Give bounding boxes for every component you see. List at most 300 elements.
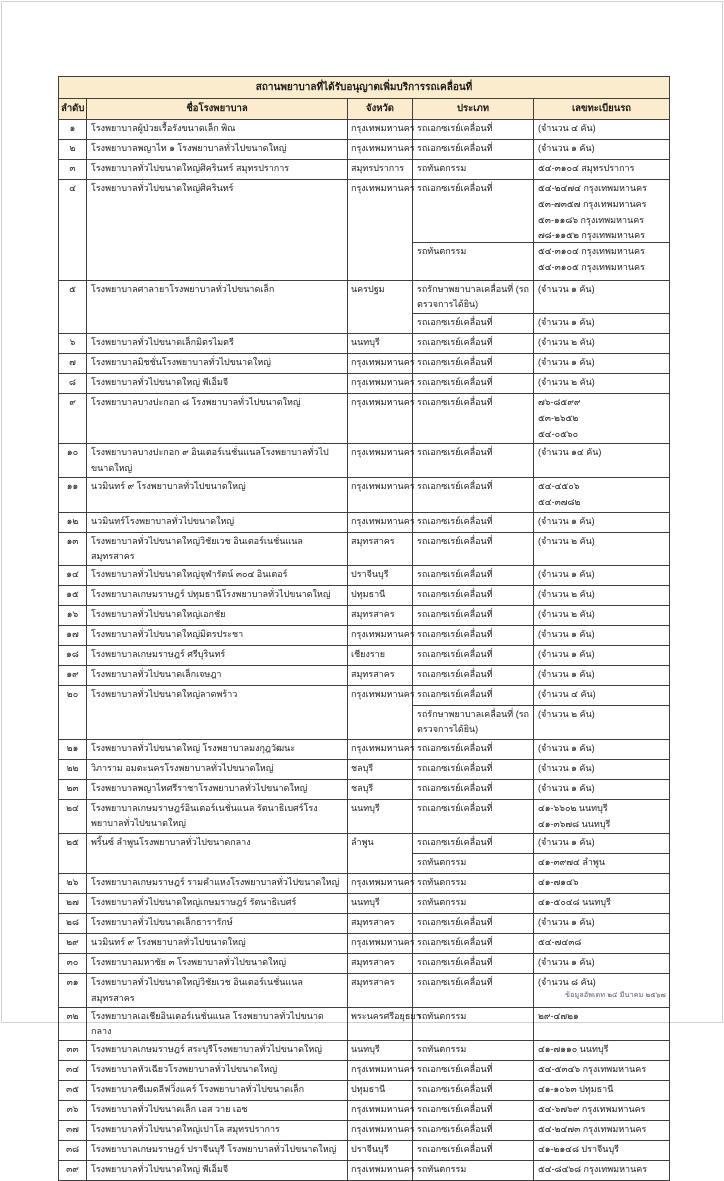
row-number-cell: ๑๘ xyxy=(59,646,87,665)
hospital-name-cell: โรงพยาบาลบางปะกอก ๘ โรงพยาบาลทั่วไปขนาดใหญ่ xyxy=(87,394,348,443)
services-cell xyxy=(413,760,669,779)
row-number-cell: ๑๐ xyxy=(59,444,87,477)
service-row xyxy=(413,606,669,625)
hospital-name-cell: โรงพยาบาลเกษมราษฎร์ สระบุรีโรงพยาบาลทั่วไปขนาดใหญ่ xyxy=(87,1041,348,1060)
table-row xyxy=(59,140,669,160)
province-cell: สมุทรสาคร xyxy=(348,914,413,933)
registration-line: ๕๔-๓๑๐๔ สมุทรปราการ xyxy=(538,163,635,174)
service-row xyxy=(413,780,669,799)
services-cell xyxy=(413,478,669,512)
service-type-cell: รถทันตกรรม xyxy=(413,1161,534,1180)
table-row xyxy=(59,444,669,478)
table-row xyxy=(59,740,669,760)
services-cell xyxy=(413,334,669,353)
registration-cell xyxy=(534,914,669,933)
registration-cell xyxy=(534,894,669,913)
province-cell: สมุทรสาคร xyxy=(348,666,413,685)
province-cell: ชลบุรี xyxy=(348,760,413,779)
registration-cell xyxy=(534,354,669,373)
row-number-cell: ๓๙ xyxy=(59,1161,87,1180)
row-number-cell: ๒๖ xyxy=(59,874,87,893)
services-cell xyxy=(413,180,669,280)
table-row xyxy=(59,1081,669,1101)
registration-line: ๕๓-๗๓๕๗ กรุงเทพมหานคร xyxy=(538,198,647,209)
service-row xyxy=(413,666,669,685)
services-cell xyxy=(413,140,669,159)
service-row xyxy=(413,334,669,353)
row-number-cell: ๒ xyxy=(59,140,87,159)
table-row xyxy=(59,686,669,740)
services-cell xyxy=(413,1121,669,1140)
service-row xyxy=(413,140,669,159)
service-row xyxy=(413,478,669,512)
service-row xyxy=(413,1141,669,1160)
hospital-name-cell: โรงพยาบาลมิชชั่นโรงพยาบาลทั่วไปขนาดใหญ่ xyxy=(87,354,348,373)
service-type-cell: รถทันตกรรม xyxy=(413,894,534,913)
table-row xyxy=(59,606,669,626)
service-row xyxy=(413,646,669,665)
registration-line: (จำนวน ๔ คัน) xyxy=(538,689,596,700)
hospital-name-cell: โรงพยาบาลเกษมราษฎร์อินเตอร์เนชั่นแนล รัตนาธิเบศร์โรงพยาบาลทั่วไปขนาดใหญ่ xyxy=(87,800,348,834)
registration-line: (จำนวน ๑ คัน) xyxy=(538,742,595,753)
province-cell: สมุทรสาคร xyxy=(348,954,413,973)
province-cell: กรุงเทพมหานคร xyxy=(348,1161,413,1180)
registration-line: ๒๙-๔๗๒๑ xyxy=(538,1010,579,1021)
services-cell xyxy=(413,444,669,477)
row-number-cell: ๓๑ xyxy=(59,974,87,1007)
services-cell xyxy=(413,1101,669,1120)
hospital-name-cell: โรงพยาบาลทั่วไปขนาดใหญ่มิตรประชา xyxy=(87,626,348,645)
table-row xyxy=(59,566,669,586)
registration-line: ๕๔-๕๓๔๖ กรุงเทพมหานคร xyxy=(538,1064,647,1075)
province-cell: กรุงเทพมหานคร xyxy=(348,934,413,953)
service-type-cell: รถเอกซเรย์เคลื่อนที่ xyxy=(413,1061,534,1080)
row-number-cell: ๒๘ xyxy=(59,914,87,933)
service-type-cell: รถเอกซเรย์เคลื่อนที่ xyxy=(413,478,534,512)
hospital-name-cell: โรงพยาบาลทั่วไปขนาดใหญ่ โรงพยาบาลมงกุฎวัฒนะ xyxy=(87,740,348,759)
row-number-cell: ๕ xyxy=(59,281,87,334)
province-cell: นนทบุรี xyxy=(348,800,413,834)
hospital-name-cell: โรงพยาบาลเอเชียอินเตอร์เนชั่นแนล โรงพยาบาลทั่วไปขนาดกลาง xyxy=(87,1008,348,1041)
hospital-name-cell: โรงพยาบาลทั่วไปขนาดเล็กเจษฎา xyxy=(87,666,348,685)
header-number: ลำดับ xyxy=(59,99,87,119)
registration-cell xyxy=(534,954,669,973)
row-number-cell: ๘ xyxy=(59,374,87,393)
service-type-cell: รถเอกซเรย์เคลื่อนที่ xyxy=(413,934,534,953)
registration-line: ๔๑-๓๙๗๔ ลำพูน xyxy=(538,857,605,868)
registration-line: (จำนวน ๑ คัน) xyxy=(538,762,595,773)
service-type-cell: รถเอกซเรย์เคลื่อนที่ xyxy=(413,140,534,159)
row-number-cell: ๓๗ xyxy=(59,1121,87,1140)
services-cell xyxy=(413,874,669,893)
service-type-cell: รถเอกซเรย์เคลื่อนที่ xyxy=(413,606,534,625)
registration-line: (จำนวน ๑ คัน) xyxy=(538,669,595,680)
province-cell: กรุงเทพมหานคร xyxy=(348,140,413,159)
row-number-cell: ๒๔ xyxy=(59,800,87,834)
registration-cell xyxy=(534,374,669,393)
registration-line: ๕๔-๓๑๐๕ กรุงเทพมหานคร xyxy=(538,261,645,272)
registration-line: ๔๑-๗๑๔๖ xyxy=(538,877,579,888)
table-row xyxy=(59,1101,669,1121)
registration-cell xyxy=(534,533,669,566)
service-row xyxy=(413,120,669,139)
province-cell: ลำพูน xyxy=(348,834,413,873)
hospital-name-cell: โรงพยาบาลทั่วไปขนาดใหญ่ลาดพร้าว xyxy=(87,686,348,739)
services-cell xyxy=(413,513,669,532)
service-row xyxy=(413,1101,669,1120)
province-cell: ปราจีนบุรี xyxy=(348,1141,413,1160)
table-row xyxy=(59,1141,669,1161)
service-type-cell: รถเอกซเรย์เคลื่อนที่ xyxy=(413,954,534,973)
service-row xyxy=(413,513,669,532)
registration-line: ๔๑-๒๑๔๘ ปราจีนบุรี xyxy=(538,1144,619,1155)
page-title: สถานพยาบาลที่ได้รับอนุญาตเพิ่มบริการรถเคลื่อนที่ xyxy=(59,77,669,99)
service-type-cell: รถทันตกรรม xyxy=(413,1008,534,1041)
row-number-cell: ๑ xyxy=(59,120,87,139)
registration-cell xyxy=(534,566,669,585)
registration-cell xyxy=(534,706,669,739)
services-cell xyxy=(413,1041,669,1060)
header-registration: เลขทะเบียนรถ xyxy=(571,103,632,114)
services-cell xyxy=(413,1141,669,1160)
registration-line: (จำนวน ๒ คัน) xyxy=(538,535,595,546)
row-number-cell: ๑๗ xyxy=(59,626,87,645)
service-row xyxy=(413,853,669,873)
service-type-cell: รถเอกซเรย์เคลื่อนที่ xyxy=(413,180,534,242)
hospital-name-cell: โรงพยาบาลทั่วไปขนาดใหญ่ พีเอ็มจี xyxy=(87,374,348,393)
table-row xyxy=(59,894,669,914)
registration-line: ๔๑-๖๖๐๒ นนทบุรี xyxy=(538,802,608,813)
header-province: จังหวัด xyxy=(348,99,413,119)
services-cell xyxy=(413,354,669,373)
table-row xyxy=(59,1008,669,1042)
row-number-cell: ๙ xyxy=(59,394,87,443)
hospital-name-cell: นวมินทร์ ๙ โรงพยาบาลทั่วไปขนาดใหญ่ xyxy=(87,478,348,512)
hospital-name-cell: โรงพยาบาลเกษมราษฎร์ ศรีบุรินทร์ xyxy=(87,646,348,665)
table-row xyxy=(59,533,669,567)
registration-line: (จำนวน ๑ คัน) xyxy=(538,515,595,526)
services-cell xyxy=(413,780,669,799)
service-type-cell: รถเอกซเรย์เคลื่อนที่ xyxy=(413,626,534,645)
registration-line: ๕๔-๖๗๖๙ กรุงเทพมหานคร xyxy=(538,1104,646,1115)
service-type-cell: รถเอกซเรย์เคลื่อนที่ xyxy=(413,374,534,393)
service-type-cell: รถเอกซเรย์เคลื่อนที่ xyxy=(413,394,534,443)
province-cell: สมุทรสาคร xyxy=(348,533,413,566)
table-body xyxy=(59,120,669,1180)
row-number-cell: ๒๒ xyxy=(59,760,87,779)
hospital-name-cell: โรงพยาบาลบางปะกอก ๙ อินเตอร์เนชั่นแนลโรงพยาบาลทั่วไปขนาดใหญ่ xyxy=(87,444,348,477)
registration-cell xyxy=(534,1161,669,1180)
services-cell xyxy=(413,160,669,179)
registration-line: ๕๔-๓๑๐๔ กรุงเทพมหานคร xyxy=(538,246,645,257)
hospital-name-cell: โรงพยาบาลเกษมราษฎร์ ปทุมธานีโรงพยาบาลทั่วไปขนาดใหญ่ xyxy=(87,586,348,605)
registration-cell xyxy=(534,140,669,159)
registration-line: (จำนวน ๑๔ คัน) xyxy=(538,447,602,458)
services-cell xyxy=(413,626,669,645)
row-number-cell: ๑๒ xyxy=(59,513,87,532)
service-type-cell: รถเอกซเรย์เคลื่อนที่ xyxy=(413,834,534,853)
service-type-cell: รถเอกซเรย์เคลื่อนที่ xyxy=(413,800,534,834)
service-type-cell: รถเอกซเรย์เคลื่อนที่ xyxy=(413,1081,534,1100)
service-type-cell: รถทันตกรรม xyxy=(413,1041,534,1060)
table-row xyxy=(59,646,669,666)
service-row xyxy=(413,444,669,477)
province-cell: สมุทรสาคร xyxy=(348,606,413,625)
row-number-cell: ๒๙ xyxy=(59,934,87,953)
province-cell: นครปฐม xyxy=(348,281,413,334)
services-cell xyxy=(413,740,669,759)
row-number-cell: ๗ xyxy=(59,354,87,373)
hospital-name-cell: โรงพยาบาลทั่วไปขนาดใหญ่เกษมราษฎร์ รัตนาธิเบศร์ xyxy=(87,894,348,913)
hospital-table xyxy=(58,76,670,1181)
service-row xyxy=(413,394,669,443)
service-row xyxy=(413,313,669,333)
table-row xyxy=(59,1161,669,1180)
service-type-cell: รถเอกซเรย์เคลื่อนที่ xyxy=(413,760,534,779)
service-row xyxy=(413,586,669,605)
registration-cell xyxy=(534,180,669,242)
registration-line: ๔๑-๓๖๗๘ นนทบุรี xyxy=(538,818,611,829)
registration-cell xyxy=(534,834,669,853)
service-type-cell: รถเอกซเรย์เคลื่อนที่ xyxy=(413,334,534,353)
row-number-cell: ๓๔ xyxy=(59,1061,87,1080)
table-row xyxy=(59,666,669,686)
hospital-name-cell: โรงพยาบาลศาลายาโรงพยาบาลทั่วไปขนาดเล็ก xyxy=(87,281,348,334)
registration-line: ๕๔-๐๕๖๐ xyxy=(538,428,579,439)
registration-cell xyxy=(534,394,669,443)
registration-cell xyxy=(534,800,669,834)
table-row xyxy=(59,834,669,874)
province-cell: นนทบุรี xyxy=(348,894,413,913)
hospital-name-cell: โรงพยาบาลทั่วไปขนาดใหญ่วิชัยเวช อินเตอร์เนชั่นแนล สมุทรสาคร xyxy=(87,533,348,566)
service-type-cell: รถเอกซเรย์เคลื่อนที่ xyxy=(413,780,534,799)
service-type-cell: รถเอกซเรย์เคลื่อนที่ xyxy=(413,354,534,373)
service-type-cell: รถเอกซเรย์เคลื่อนที่ xyxy=(413,120,534,139)
service-row xyxy=(413,800,669,834)
service-row xyxy=(413,686,669,705)
services-cell xyxy=(413,914,669,933)
service-type-cell: รถเอกซเรย์เคลื่อนที่ xyxy=(413,1141,534,1160)
registration-line: ๕๔-๗๔๓๘ xyxy=(538,937,582,948)
hospital-name-cell: โรงพยาบาลหัวเฉียวโรงพยาบาลทั่วไปขนาดใหญ่ xyxy=(87,1061,348,1080)
registration-line: ๕๓-๒๖๕๒ xyxy=(538,412,579,423)
province-cell: ปราจีนบุรี xyxy=(348,566,413,585)
row-number-cell: ๓๖ xyxy=(59,1101,87,1120)
registration-line: (จำนวน ๑ คัน) xyxy=(538,283,595,294)
row-number-cell: ๓๓ xyxy=(59,1041,87,1060)
registration-cell xyxy=(534,780,669,799)
services-cell xyxy=(413,1081,669,1100)
row-number-cell: ๓๕ xyxy=(59,1081,87,1100)
service-type-cell: รถเอกซเรย์เคลื่อนที่ xyxy=(413,533,534,566)
service-row xyxy=(413,626,669,645)
table-row xyxy=(59,760,669,780)
registration-line: (จำนวน ๑ คัน) xyxy=(538,917,595,928)
services-cell xyxy=(413,281,669,334)
services-cell xyxy=(413,120,669,139)
table-row xyxy=(59,160,669,180)
registration-line: (จำนวน ๑ คัน) xyxy=(538,357,595,368)
services-cell xyxy=(413,1061,669,1080)
services-cell xyxy=(413,934,669,953)
registration-cell xyxy=(534,1061,669,1080)
services-cell xyxy=(413,566,669,585)
province-cell: พระนครศรีอยุธยา xyxy=(348,1008,413,1041)
registration-line: (จำนวน ๑ คัน) xyxy=(538,649,595,660)
service-type-cell: รถเอกซเรย์เคลื่อนที่ xyxy=(413,740,534,759)
registration-cell xyxy=(534,874,669,893)
registration-cell xyxy=(534,854,669,873)
registration-cell xyxy=(534,1041,669,1060)
row-number-cell: ๒๓ xyxy=(59,780,87,799)
table-row xyxy=(59,334,669,354)
province-cell: สมุทรปราการ xyxy=(348,160,413,179)
service-row xyxy=(413,740,669,759)
hospital-name-cell: โรงพยาบาลทั่วไปขนาดเล็กมิตรไมตรี xyxy=(87,334,348,353)
registration-cell xyxy=(534,1008,669,1041)
row-number-cell: ๒๕ xyxy=(59,834,87,873)
service-row xyxy=(413,760,669,779)
registration-line: ๕๔-๓๗๘๒ xyxy=(538,496,581,507)
registration-cell xyxy=(534,314,669,333)
province-cell: นนทบุรี xyxy=(348,334,413,353)
row-number-cell: ๑๕ xyxy=(59,586,87,605)
hospital-name-cell: โรงพยาบาลผู้ป่วยเรื้อรังขนาดเล็ก พิณ xyxy=(87,120,348,139)
table-row xyxy=(59,874,669,894)
services-cell xyxy=(413,1161,669,1180)
hospital-name-cell: โรงพยาบาลทั่วไปขนาดเล็กธารารักษ์ xyxy=(87,914,348,933)
province-cell: กรุงเทพมหานคร xyxy=(348,478,413,512)
registration-line: (จำนวน ๑ คัน) xyxy=(538,569,595,580)
province-cell: กรุงเทพมหานคร xyxy=(348,874,413,893)
service-row xyxy=(413,1161,669,1180)
services-cell xyxy=(413,686,669,739)
table-row xyxy=(59,1061,669,1081)
registration-line: (จำนวน ๑ คัน) xyxy=(538,629,595,640)
service-row xyxy=(413,705,669,739)
service-row xyxy=(413,281,669,314)
hospital-name-cell: นวมินทร์ ๙ โรงพยาบาลทั่วไปขนาดใหญ่ xyxy=(87,934,348,953)
service-type-cell: รถเอกซเรย์เคลื่อนที่ xyxy=(413,666,534,685)
service-type-cell: รถเอกซเรย์เคลื่อนที่ xyxy=(413,646,534,665)
service-row xyxy=(413,934,669,953)
row-number-cell: ๑๖ xyxy=(59,606,87,625)
registration-line: ๕๔-๔๕๐๖ xyxy=(538,481,580,492)
header-type: ประเภท xyxy=(413,99,534,119)
registration-cell xyxy=(534,1101,669,1120)
registration-line: (จำนวน ๒ คัน) xyxy=(538,377,595,388)
table-row xyxy=(59,354,669,374)
table-row xyxy=(59,586,669,606)
registration-cell xyxy=(534,120,669,139)
hospital-name-cell: โรงพยาบาลทั่วไปขนาดใหญ่ศิครินทร์ xyxy=(87,180,348,280)
table-header-row xyxy=(59,99,669,120)
registration-cell xyxy=(534,281,669,314)
service-row xyxy=(413,1041,669,1060)
table-row xyxy=(59,281,669,335)
registration-line: (จำนวน ๒ คัน) xyxy=(538,609,595,620)
service-type-cell: รถเอกซเรย์เคลื่อนที่ xyxy=(413,566,534,585)
service-row xyxy=(413,354,669,373)
services-cell xyxy=(413,954,669,973)
service-row xyxy=(413,374,669,393)
registration-line: ๕๓-๑๑๘๖ กรุงเทพมหานคร xyxy=(538,214,645,225)
hospital-name-cell: นวมินทร์โรงพยาบาลทั่วไปขนาดใหญ่ xyxy=(87,513,348,532)
table-row xyxy=(59,120,669,140)
footer-note: ข้อมูลอัพเดท ๒๔ มีนาคม ๒๕๖๗ xyxy=(565,992,666,999)
registration-cell xyxy=(534,1081,669,1100)
table-row xyxy=(59,1121,669,1141)
hospital-name-cell: พริ้นซ์ ลำพูนโรงพยาบาลทั่วไปขนาดกลาง xyxy=(87,834,348,873)
service-row xyxy=(413,1008,669,1041)
registration-line: ๕๔-๒๔๗๔ กรุงเทพมหานคร xyxy=(538,183,647,194)
row-number-cell: ๒๑ xyxy=(59,740,87,759)
hospital-name-cell: โรงพยาบาลทั่วไปขนาดใหญ่จุฬารัตน์ ๓๐๔ อินเตอร์ xyxy=(87,566,348,585)
row-number-cell: ๓๒ xyxy=(59,1008,87,1041)
row-number-cell: ๓๐ xyxy=(59,954,87,973)
table-row xyxy=(59,934,669,954)
service-type-cell: รถรักษาพยาบาลเคลื่อนที่ (รถตรวจการได้ยิน) xyxy=(413,281,534,314)
service-type-cell: รถเอกซเรย์เคลื่อนที่ xyxy=(413,914,534,933)
services-cell xyxy=(413,533,669,566)
hospital-name-cell: วิภาราม อมตะนครโรงพยาบาลทั่วไปขนาดใหญ่ xyxy=(87,760,348,779)
services-cell xyxy=(413,646,669,665)
registration-line: (จำนวน ๑ คัน) xyxy=(538,782,595,793)
table-row xyxy=(59,780,669,800)
row-number-cell: ๓๘ xyxy=(59,1141,87,1160)
row-number-cell: ๑๓ xyxy=(59,533,87,566)
hospital-name-cell: โรงพยาบาลซีเมดลีฟวิ่งแคร์ โรงพยาบาลทั่วไปขนาดเล็ก xyxy=(87,1081,348,1100)
service-row xyxy=(413,1061,669,1080)
table-row xyxy=(59,914,669,934)
registration-cell xyxy=(534,1121,669,1140)
registration-line: (จำนวน ๑ คัน) xyxy=(538,143,595,154)
province-cell: กรุงเทพมหานคร xyxy=(348,444,413,477)
province-cell: กรุงเทพมหานคร xyxy=(348,120,413,139)
header-hospital-name: ชื่อโรงพยาบาล xyxy=(87,99,348,119)
service-type-cell: รถทันตกรรม xyxy=(413,874,534,893)
registration-line: (จำนวน ๑ คัน) xyxy=(538,837,595,848)
registration-line: (จำนวน ๑ คัน) xyxy=(538,957,595,968)
registration-line: ๔๑-๗๑๑๐ นนทบุรี xyxy=(538,1044,609,1055)
province-cell: กรุงเทพมหานคร xyxy=(348,1121,413,1140)
province-cell: ปทุมธานี xyxy=(348,1081,413,1100)
services-cell xyxy=(413,606,669,625)
province-cell: กรุงเทพมหานคร xyxy=(348,740,413,759)
table-row xyxy=(59,513,669,533)
service-row xyxy=(413,533,669,566)
registration-line: (จำนวน ๘ คัน) xyxy=(538,977,596,988)
service-row xyxy=(413,954,669,973)
registration-cell xyxy=(534,1141,669,1160)
service-row xyxy=(413,894,669,913)
table-row xyxy=(59,374,669,394)
registration-cell xyxy=(534,646,669,665)
document-page xyxy=(1,1,723,1175)
registration-cell xyxy=(534,243,669,280)
hospital-name-cell: โรงพยาบาลทั่วไปขนาดเล็ก เอส วาย เอช xyxy=(87,1101,348,1120)
registration-cell xyxy=(534,444,669,477)
registration-line: ๔๑-๑๐๖๓ ปทุมธานี xyxy=(538,1084,614,1095)
service-row xyxy=(413,566,669,585)
service-row xyxy=(413,242,669,280)
table-row xyxy=(59,800,669,835)
province-cell: กรุงเทพมหานคร xyxy=(348,686,413,739)
registration-cell xyxy=(534,513,669,532)
row-number-cell: ๑๔ xyxy=(59,566,87,585)
registration-cell xyxy=(534,478,669,512)
row-number-cell: ๔ xyxy=(59,180,87,280)
